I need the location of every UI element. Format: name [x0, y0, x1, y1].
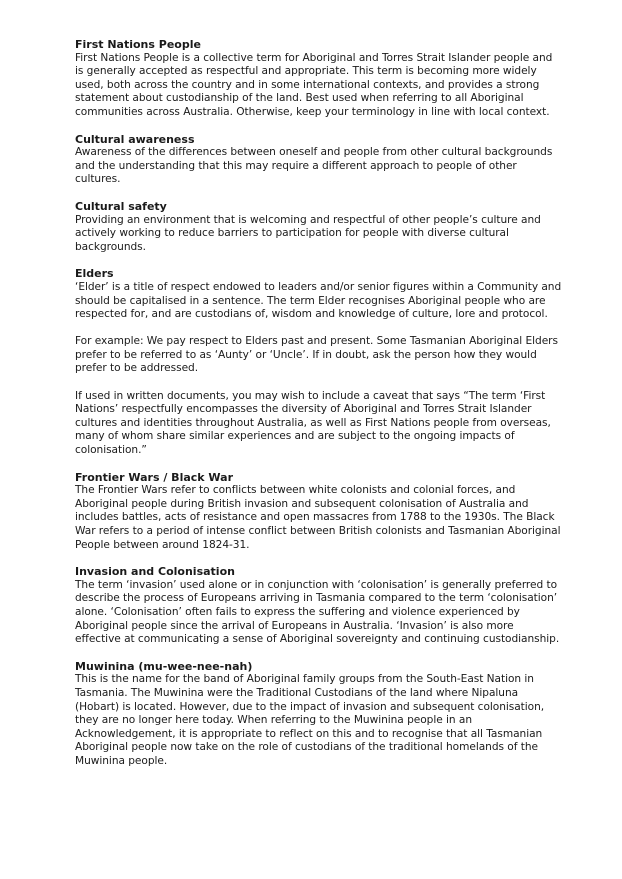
section-paragraph: Providing an environment that is welcoming and respectful of other people’s culture and actively working to reduce barriers to participation for people with diverse cultural backgrounds.	[75, 213, 541, 253]
section-paragraph: ‘Elder’ is a title of respect endowed to leaders and/or senior figures within a Community and should be capitalised in a sentence. The term Elder recognises Aboriginal people who are respected for, and are custodians of, wisdom and knowledge of culture, lore and protocol.	[75, 280, 562, 321]
section-heading: Cultural safety	[75, 199, 167, 213]
section-cultural-awareness	[75, 133, 562, 187]
section-frontier-wars	[75, 471, 562, 553]
section-invasion-colonisation	[75, 565, 562, 647]
section-heading: Elders	[75, 267, 114, 281]
section-heading: Cultural awareness	[75, 132, 195, 146]
section-paragraph: The term ‘invasion’ used alone or in conjunction with ‘colonisation’ is generally preferred to describe the process of Europeans arriving in Tasmania compared to the term ‘colonisation’ alone. ‘Colonisation’ often fails to express the suffering and violence experienced by Aboriginal people since the arrival of Europeans in Australia. ‘Invasion’ is also more effective at communicating a sense of Aboriginal sovereignty and continuing custodianship.	[75, 578, 560, 646]
section-paragraph: If used in written documents, you may wish to include a caveat that says “The term ‘First Nations’ respectfully encompasses the diversity of Aboriginal and Torres Strait Islander cultures and identities throughout Australia, as well as First Nations people from overseas, many of whom share similar experiences and are subject to the ongoing impacts of colonisation.”	[75, 389, 551, 457]
section-paragraph: First Nations People is a collective term for Aboriginal and Torres Strait Islander people and is generally accepted as respectful and appropriate. This term is becoming more widely used, both across the country and in some international contexts, and provides a strong statement about custodianship of the land. Best used when referring to all Aboriginal communities across Australia. Otherwise, keep your terminology in line with local context.	[75, 51, 553, 118]
section-paragraph: The Frontier Wars refer to conflicts between white colonists and colonial forces, and Aboriginal people during British invasion and subsequent colonisation of Australia and includes battles, acts of resistance and open massacres from 1788 to the 1930s. The Black War refers to a period of intense conflict between British colonists and Tasmanian Aboriginal People between around 1824-31.	[75, 484, 561, 551]
section-heading: Frontier Wars / Black War	[75, 470, 234, 484]
section-heading: Invasion and Colonisation	[75, 565, 235, 579]
section-heading: Muwinina (mu-wee-nee-nah)	[75, 659, 253, 673]
section-elders	[75, 267, 562, 457]
section-first-nations-people	[75, 38, 562, 120]
section-paragraph: For example: We pay respect to Elders past and present. Some Tasmanian Aboriginal Elders prefer to be referred to as ‘Aunty’ or ‘Uncle’. If in doubt, ask the person how they would prefer to be addressed.	[75, 335, 558, 375]
section-heading: First Nations People	[75, 38, 201, 51]
section-paragraph: This is the name for the band of Aboriginal family groups from the South-East Nation in Tasmania. The Muwinina were the Traditional Custodians of the land where Nipaluna (Hobart) is located. However, due to the impact of invasion and subsequent colonisation, they are no longer here today. When referring to the Muwinina people in an Acknowledgement, it is appropriate to reflect on this and to recognise that all Tasmanian Aboriginal people now take on the role of custodians of the traditional homelands of the Muwinina people.	[75, 673, 545, 767]
section-paragraph: Awareness of the differences between oneself and people from other cultural backgrounds and the understanding that this may require a different approach to people of other cultures.	[75, 146, 553, 186]
section-cultural-safety	[75, 200, 562, 254]
section-muwinina	[75, 660, 562, 769]
